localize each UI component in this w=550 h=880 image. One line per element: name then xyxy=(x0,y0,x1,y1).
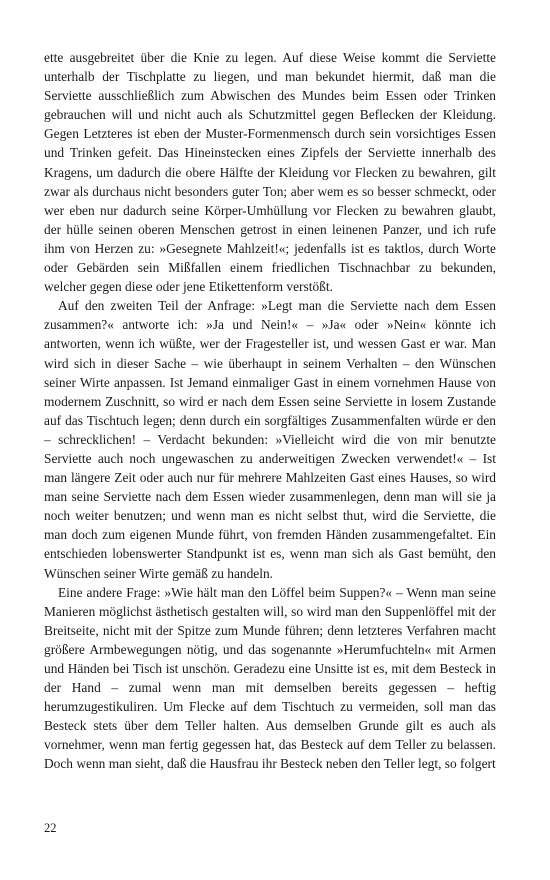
paragraph-3: Eine andere Frage: »Wie hält man den Löffel beim Suppen?« – Wenn man seine Manieren möglichst ästhetisch gestalten will, so wird man den Suppenlöffel mit der Breitseite, nicht mit der Spitze zum Munde führen; denn letzteres Verfahren macht größere Armbewegungen nötig, und das sogenannte »Herumfuchteln« mit Armen und Händen bei Tisch ist unschön. Geradezu eine Unsitte ist es, mit dem Besteck in der Hand – zumal wenn man mit demselben bereits gegessen – heftig herumzugestikuliren. Um Flecke auf dem Tischtuch zu vermeiden, soll man das Besteck stets über dem Teller halten. Aus demselben Grunde gilt es auch als vornehmer, wenn man fertig gegessen hat, das Besteck auf dem Teller zu belassen. Doch wenn man sieht, daß die Hausfrau ihr Besteck neben den Teller legt, so folgert xyxy=(44,584,496,772)
page-number: 22 xyxy=(44,821,57,835)
paragraph-1: ette ausgebreitet über die Knie zu legen. Auf diese Weise kommt die Serviette unterhalb der Tischplatte zu liegen, und man bekundet hiermit, daß man die Serviette ausschließlich zum Abwischen des Mundes beim Essen oder Trinken gebrauchen will und nicht auch als Schutzmittel gegen Beflecken der Kleidung. Gegen Letzteres ist eben der Muster-Formenmensch durch sein vorsichtiges Essen und Trinken gefeit. Das Hineinstecken eines Zipfels der Serviette innerhalb des Kragens, um dadurch die obere Hälfte der Kleidung vor Flecken zu bewahren, gilt zwar als durchaus nicht besonders guter Ton; aber wem es so besser schmeckt, oder wer eben nur dadurch seine Körper-Umhüllung vor Flecken zu bewahren glaubt, der hülle seinen oberen Menschen getrost in einen leinenen Panzer, und ich rufe ihm von Herzen zu: »Gesegnete Mahlzeit!«; jedenfalls ist es taktlos, durch Worte oder Gebärden sein Mißfallen einem friedlichen Tischnachbar zu bekunden, welcher gegen diese oder jene Etikettenform verstößt. xyxy=(44,50,496,295)
paragraph-2: Auf den zweiten Teil der Anfrage: »Legt man die Serviette nach dem Essen zusammen?« antworte ich: »Ja und Nein!« – »Ja« oder »Nein« könnte ich antworten, wenn ich wüßte, wer der Fragesteller ist, und wessen Gast er war. Man wird sich in dieser Sache – wie überhaupt in seinem Verhalten – den Wünschen seiner Wirte anpassen. Ist Jemand einmaliger Gast in einem vornehmen Hause von modernem Zuschnitt, so wird er nach dem Essen seine Serviette in losem Zustande auf das Tischtuch legen; denn durch ein sorgfältiges Zusammenfalten würde er den – schrecklichen! – Verdacht bekunden: »Vielleicht wird die von mir benutzte Serviette auch noch ungewaschen zu anderweitigen Zwecken verwendet!« – Ist man längere Zeit oder auch nur für mehrere Mahlzeiten Gast eines Hauses, so wird man seine Serviette nach dem Essen wieder zusammenlegen, denn man will sie ja noch weiter benutzen; und wenn man es nicht selbst thut, wird die Serviette, die man doch zum eigenen Munde führt, von fremden Händen zusammengefaltet. Ein entschieden lobenswerter Standpunkt ist es, wenn man sich als Gast bemüht, den Wünschen seiner Wirte gemäß zu handeln. xyxy=(44,298,496,581)
body-text xyxy=(44,48,496,774)
